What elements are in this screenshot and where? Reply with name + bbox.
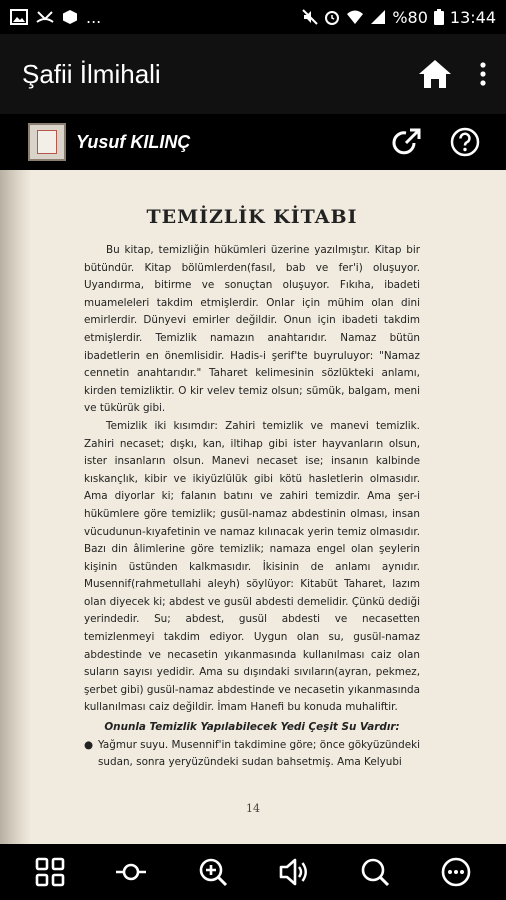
signal-icon bbox=[370, 9, 386, 25]
book-cover-thumbnail[interactable] bbox=[28, 123, 66, 161]
chapter-title: TEMİZLİK KİTABI bbox=[146, 206, 358, 228]
app-title: Şafii İlmihali bbox=[22, 58, 161, 89]
book-page[interactable] bbox=[0, 170, 506, 844]
book-info-bar bbox=[0, 114, 506, 170]
search-icon[interactable] bbox=[360, 857, 390, 887]
grid-view-icon[interactable] bbox=[35, 857, 65, 887]
home-icon[interactable] bbox=[418, 59, 452, 89]
gallery-notification-icon bbox=[10, 9, 28, 25]
paragraph: Bu kitap, temizliğin hükümleri üzerine yazılmıştır. Kitap bir bütündür. Kitap bölümlerden(fasıl, bab ve fer'i) oluşuyor. Uyandırma, bitirme ve sonuçtan oluşuyor. Fıkıha, ibadeti muameleleri takdim etmişlerdir. Onlar için mühim olan dini emirlerdir. Dünyevi emirler değildir. Onun için ibadeti takdim etmişlerdir. Temizlik namazın anahtarıdır. Namaz bütün ibadetlerin en önemlisidir. Hadis-i şerif'te buyruluyor: "Namaz cennetin anahtarıdır." Taharet kelimesinin sözlükteki anlamı, kirden temizliktir. O kir velev temiz olsun; sümük, balgam, meni ve tükürük gibi. bbox=[84, 244, 420, 415]
section-subheading: Onunla Temizlik Yapılabilecek Yedi Çeşit Su Vardır: bbox=[104, 721, 400, 734]
more-options-icon[interactable] bbox=[441, 857, 471, 887]
author-name: Yusuf KILINÇ bbox=[76, 131, 191, 152]
overflow-menu-icon[interactable] bbox=[480, 62, 486, 86]
page-content bbox=[84, 206, 420, 772]
box-notification-icon bbox=[62, 9, 78, 25]
alarm-icon bbox=[324, 9, 340, 25]
status-bar bbox=[0, 0, 506, 34]
bullet-icon: ● bbox=[84, 738, 94, 751]
battery-icon bbox=[434, 9, 444, 25]
app-bar bbox=[0, 34, 506, 114]
missed-call-icon bbox=[36, 9, 54, 25]
share-external-icon[interactable] bbox=[392, 127, 422, 157]
more-notifications: ... bbox=[86, 7, 102, 27]
list-item bbox=[84, 737, 420, 772]
list-item-text: Yağmur suyu. Musennif'in takdimine göre; önce gökyüzündeki sudan, sonra yeryüzündeki sudan bahsetmiş. Ama Kelyubi bbox=[98, 738, 420, 769]
mute-icon bbox=[302, 9, 318, 25]
page-spine-shadow bbox=[0, 170, 30, 844]
wifi-icon bbox=[346, 9, 364, 25]
help-icon[interactable] bbox=[450, 127, 480, 157]
clock: 13:44 bbox=[449, 7, 496, 27]
paragraph: Temizlik iki kısımdır: Zahiri temizlik ve manevi temizlik. Zahiri necaset; dışkı, kan, iltihap gibi ister hayvanların olsun, ister insanların olsun. Manevi necaset ise; insanın kalbinde kıskançlık, kibir ve ikiyüzlülük gibi kötü hasletlerin olmasıdır. Ama diyorlar ki; falanın batını ve zahiri temizdir. Ama şer-i hükümlere göre temizlik; gusül-namaz abdestinin olması, insan vücudunun-kıyafetinin ve namaz kılınacak yerin temiz olmasıdır. Bazı din âlimlerine göre temizlik; namaza engel olan şeylerin kişinin üstünden kalkmasıdır. İkisinin de anlamı aynıdır. Musennif(rahmetullahi aleyh) söylüyor: Kitabüt Taharet, lazım olan diyecek ki; abdest ve gusül abdesti demelidir. Çünkü dediği yerindedir. Su; abdest, gusül abdesti ve necasetten temizlenmeyi takdim ediyor. Uygun olan su, gusül-namaz abdestinde ve necasetin yıkanmasında kullanılması caiz olan suların sayısı yedidir. Ama su dışındaki sıvıların(ayran, pekmez, şerbet gibi) gusül-namaz abdestinde ve necasetin yıkanmasında kullanılması caiz değildir. İmam Hanefi bu konuda muhaliftir. bbox=[84, 419, 420, 714]
zoom-in-icon[interactable] bbox=[198, 857, 228, 887]
fit-page-icon[interactable] bbox=[115, 857, 147, 887]
page-number: 14 bbox=[246, 802, 260, 815]
volume-icon[interactable] bbox=[278, 857, 310, 887]
battery-percent: %80 bbox=[392, 7, 428, 27]
bottom-toolbar bbox=[0, 844, 506, 900]
